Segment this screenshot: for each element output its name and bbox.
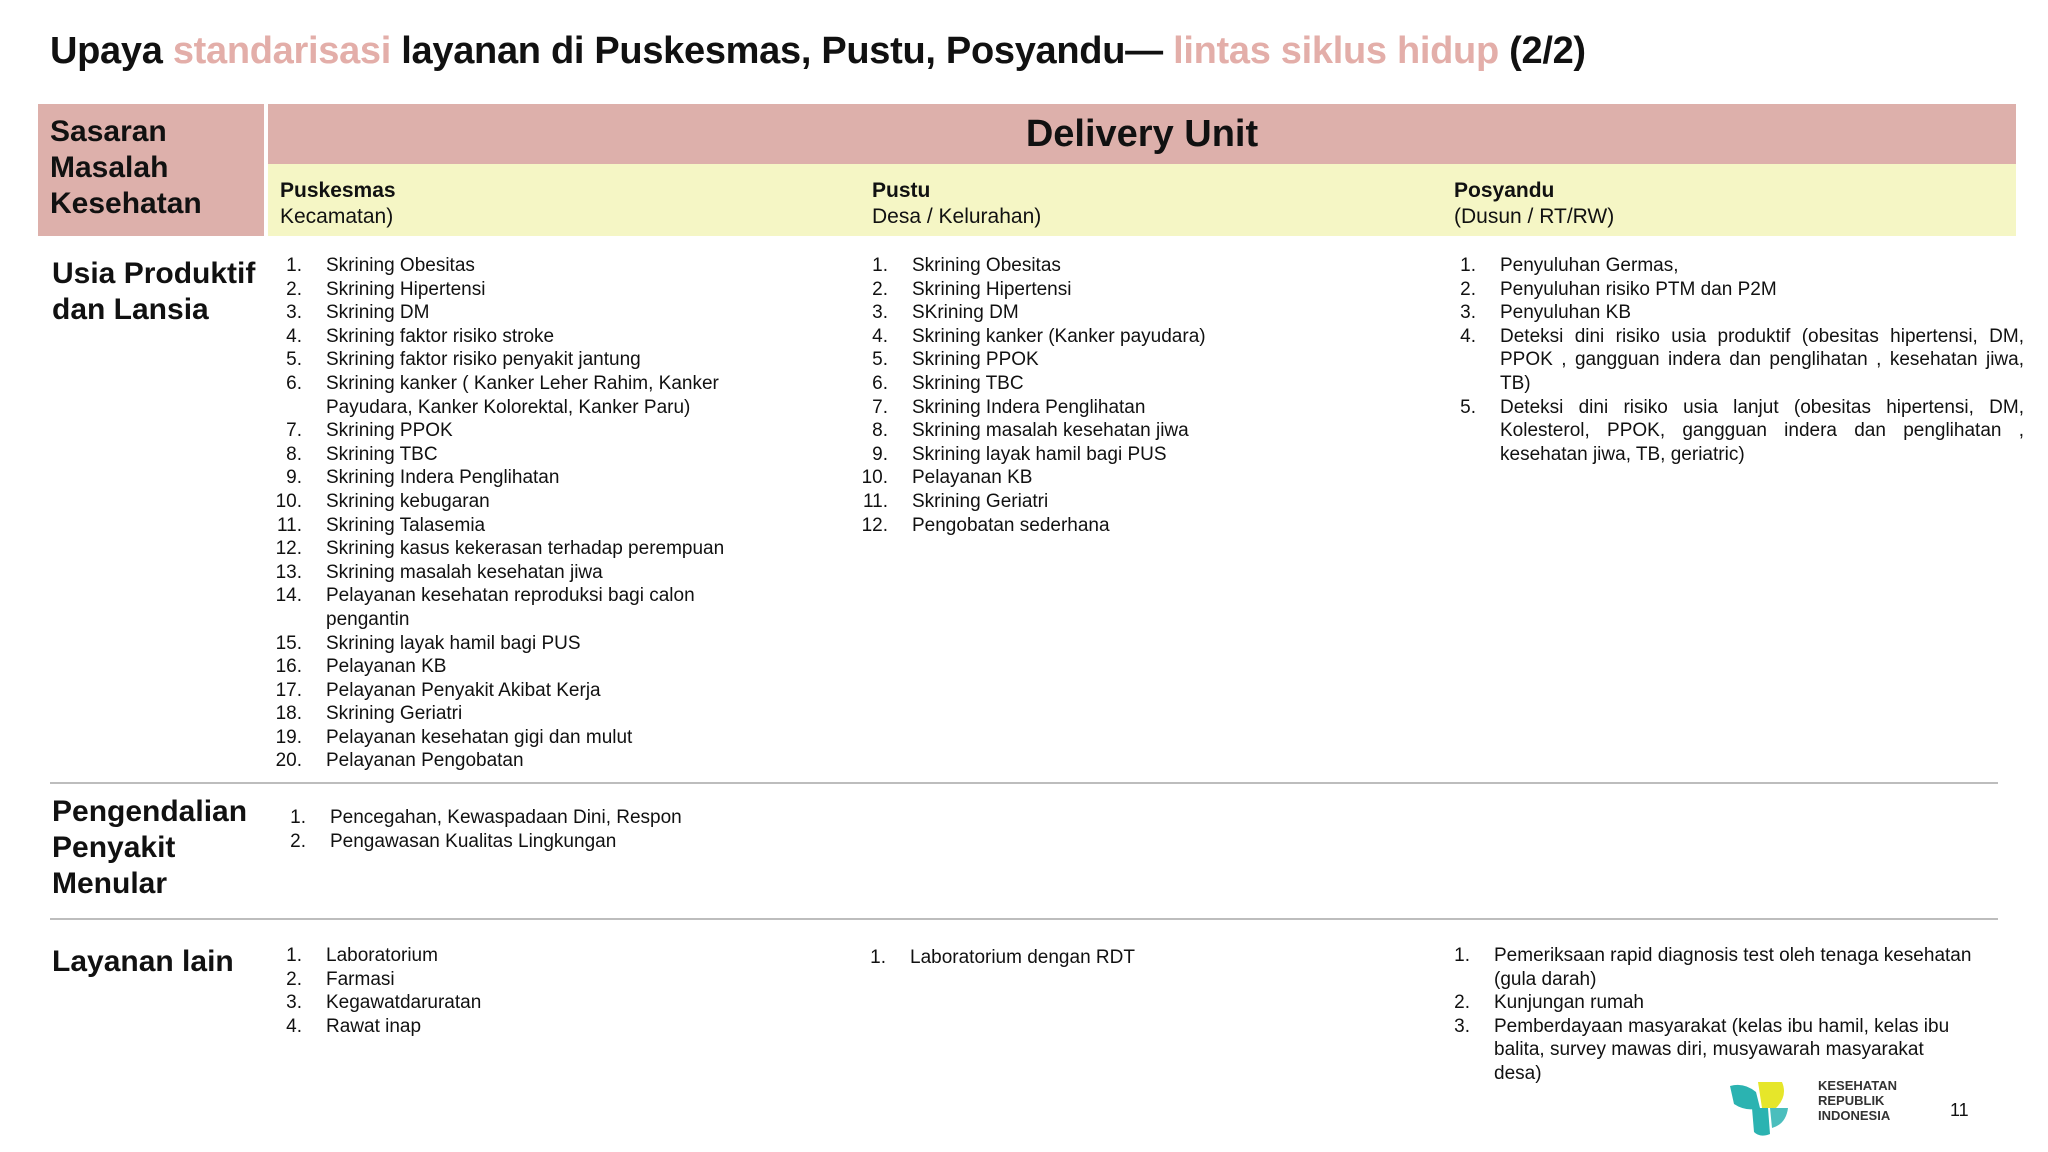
list-puskesmas-pengendalian [290, 806, 850, 853]
list-item-number: 4. [872, 325, 888, 347]
list-item [275, 679, 766, 703]
list-item-number: 5. [872, 349, 888, 371]
list-item-text: Skrining Obesitas [326, 255, 475, 276]
list-item-number: 10. [275, 490, 302, 512]
list-pustu-layanan-lain [870, 946, 1310, 970]
list-item-text: Skrining masalah kesehatan jiwa [326, 561, 603, 583]
list-item-number: 11. [862, 490, 888, 512]
list-item-text: Skrining faktor risiko stroke [326, 325, 555, 347]
list-item [275, 655, 766, 679]
page-number: 11 [1950, 1100, 1969, 1120]
list-item [286, 254, 766, 278]
list-item-number: 4. [286, 325, 302, 347]
list-item [290, 806, 850, 830]
list-item-text: Skrining Geriatri [912, 490, 1049, 512]
list-item-number: 14. [275, 585, 302, 607]
list-item-number: 15. [275, 632, 302, 654]
list-item-text: Skrining Talasemia [326, 514, 486, 536]
list-item-number: 3. [1454, 1015, 1470, 1037]
list-item-number: 8. [286, 443, 302, 465]
list-item [872, 419, 1332, 443]
list-item-number: 9. [872, 443, 888, 465]
list-item [872, 348, 1332, 372]
row-divider [50, 918, 1998, 920]
list-pustu-usia-produktif [861, 254, 1332, 537]
list-item-text: Skrining DM [326, 302, 430, 324]
list-item-text: Skrining PPOK [912, 349, 1039, 371]
header-col-puskesmas [280, 178, 396, 230]
list-item-text: Skrining faktor risiko penyakit jantung [326, 349, 641, 371]
list-item-text: Pelayanan Penyakit Akibat Kerja [326, 679, 601, 701]
list-item-text: Skrining kanker ( Kanker Leher Rahim, Kanker Payudara, Kanker Kolorektal, Kanker Paru) [326, 372, 719, 418]
list-item-number: 11. [276, 514, 302, 536]
list-item-number: 3. [286, 992, 302, 1014]
header-col-pustu [872, 178, 1041, 230]
list-item [1460, 278, 2024, 302]
list-item-text: Skrining Hipertensi [326, 278, 486, 300]
header-col-name: Puskesmas [280, 179, 396, 202]
list-item-text: Skrining Hipertensi [912, 278, 1072, 300]
header-col-sub: (Dusun / RT/RW) [1454, 205, 1615, 228]
list-item [870, 946, 1310, 970]
list-item-number: 10. [861, 467, 888, 489]
list-item [275, 702, 766, 726]
list-item [872, 396, 1332, 420]
list-item-number: 1. [870, 947, 886, 968]
list-item [286, 325, 766, 349]
title-accent-siklus: lintas siklus hidup [1173, 30, 1499, 72]
list-item-number: 1. [290, 807, 306, 828]
list-item-text: Kegawatdaruratan [326, 992, 482, 1014]
list-item-number: 5. [1460, 396, 1476, 418]
list-item [275, 632, 766, 656]
list-item-text: Skrining kebugaran [326, 490, 490, 512]
list-item-text: Deteksi dini risiko usia produktif (obesitas hipertensi, DM, PPOK , gangguan indera dan penglihatan , kesehatan jiwa, TB) [1500, 325, 2024, 394]
list-item-number: 17. [275, 679, 302, 701]
list-item-text: Pengawasan Kualitas Lingkungan [330, 830, 617, 852]
list-item-text: Skrining layak hamil bagi PUS [912, 443, 1167, 465]
header-col-name: Posyandu [1454, 179, 1555, 202]
header-col-sub: Kecamatan) [280, 205, 394, 228]
header-col-posyandu [1454, 178, 1614, 230]
list-item-number: 12. [861, 514, 888, 536]
title-accent-standarisasi: standarisasi [172, 30, 392, 72]
header-subcolumns [268, 164, 2016, 236]
list-item-number: 4. [1460, 325, 1476, 347]
logo-text-line: INDONESIA [1818, 1108, 1891, 1123]
list-item [1460, 396, 2024, 467]
list-puskesmas-usia-produktif [275, 254, 766, 773]
list-item-number: 1. [286, 945, 302, 966]
list-item-text: Skrining Obesitas [912, 255, 1061, 276]
list-item-number: 1. [1460, 255, 1476, 276]
list-item-text: Skrining PPOK [326, 420, 453, 442]
list-item [275, 749, 766, 773]
list-item-number: 3. [286, 302, 302, 324]
list-item [275, 490, 766, 514]
list-item-number: 2. [286, 278, 302, 300]
list-item-text: Laboratorium [326, 945, 438, 966]
title-part-3: layanan di Puskesmas, Pustu, Posyandu— [391, 30, 1174, 72]
list-item-number: 6. [286, 372, 302, 394]
logo-text-line: KESEHATAN [1818, 1078, 1897, 1093]
list-item-text: Pemberdayaan masyarakat (kelas ibu hamil, kelas ibu balita, survey mawas diri, musyawarah masyarakat desa) [1494, 1015, 1950, 1084]
row-label-pengendalian: Pengendalian Penyakit Menular [52, 795, 248, 900]
list-posyandu-usia-produktif [1460, 254, 2024, 466]
list-item [286, 419, 766, 443]
list-item-text: Pelayanan kesehatan reproduksi bagi calon pengantin [326, 585, 695, 630]
list-item-number: 7. [286, 420, 302, 442]
list-item-text: Skrining Indera Penglihatan [912, 396, 1146, 418]
header-target-problem: Sasaran Masalah Kesehatan [38, 104, 264, 236]
header-col-sub: Desa / Kelurahan) [872, 205, 1042, 228]
list-item [290, 830, 850, 854]
list-item [1454, 1015, 1974, 1086]
list-item [872, 443, 1332, 467]
row-label-layanan-lain: Layanan lain [52, 945, 234, 978]
list-item-number: 20. [275, 750, 302, 772]
list-item [286, 301, 766, 325]
list-item-text: Skrining Geriatri [326, 703, 463, 725]
list-item-number: 7. [872, 396, 888, 418]
list-item-number: 3. [872, 302, 888, 324]
page-title [50, 30, 1586, 73]
list-item [872, 301, 1332, 325]
list-item-number: 5. [286, 349, 302, 371]
list-item-number: 2. [1460, 278, 1476, 300]
list-item-number: 12. [275, 538, 302, 560]
list-item [275, 561, 766, 585]
list-item [872, 325, 1332, 349]
list-item-number: 2. [872, 278, 888, 300]
list-item-text: Rawat inap [326, 1015, 422, 1037]
list-item [276, 514, 766, 538]
list-item-number: 6. [872, 372, 888, 394]
list-item [286, 278, 766, 302]
list-item-text: Pemeriksaan rapid diagnosis test oleh tenaga kesehatan (gula darah) [1494, 945, 1972, 990]
list-item [1454, 944, 1974, 991]
list-item [286, 991, 726, 1015]
list-item-text: Pelayanan kesehatan gigi dan mulut [326, 726, 633, 748]
list-item [862, 490, 1332, 514]
header-col-name: Pustu [872, 179, 931, 202]
list-item-number: 2. [1454, 992, 1470, 1014]
list-item-number: 4. [286, 1015, 302, 1037]
list-item [275, 537, 766, 561]
list-item [286, 968, 726, 992]
list-item-number: 3. [1460, 302, 1476, 324]
title-part-1: Upaya [50, 30, 173, 72]
list-item-number: 2. [290, 830, 306, 852]
list-item [1460, 301, 2024, 325]
list-item-number: 1. [872, 255, 888, 276]
list-item [872, 254, 1332, 278]
logo-text [1818, 1078, 1897, 1123]
list-item-text: Pelayanan KB [326, 656, 447, 678]
list-item-text: Skrining TBC [326, 443, 438, 465]
list-item [872, 372, 1332, 396]
list-item-text: Skrining Indera Penglihatan [326, 467, 560, 489]
list-item-text: Pengobatan sederhana [912, 514, 1110, 536]
list-item-text: Deteksi dini risiko usia lanjut (obesitas hipertensi, DM, Kolesterol, PPOK, gangguan indera dan penglihatan , kesehatan jiwa, TB, geriatric) [1500, 396, 2024, 465]
list-item [861, 514, 1332, 538]
list-item [286, 443, 766, 467]
list-item [286, 348, 766, 372]
list-item [275, 584, 766, 631]
list-item [1460, 325, 2024, 396]
list-posyandu-layanan-lain [1454, 944, 1974, 1086]
list-item-number: 19. [275, 726, 302, 748]
list-item-text: Skrining kanker (Kanker payudara) [912, 325, 1206, 347]
list-item-text: Pencegahan, Kewaspadaan Dini, Respon [330, 807, 682, 828]
list-item-number: 1. [286, 255, 302, 276]
list-item [1454, 991, 1974, 1015]
title-part-5: (2/2) [1498, 30, 1586, 72]
list-item [286, 466, 766, 490]
list-item-text: Skrining layak hamil bagi PUS [326, 632, 581, 654]
list-puskesmas-layanan-lain [286, 944, 726, 1038]
logo-text-line: REPUBLIK [1818, 1093, 1885, 1108]
list-item-text: Penyuluhan KB [1500, 302, 1631, 324]
list-item [286, 944, 726, 968]
list-item [872, 278, 1332, 302]
list-item-number: 8. [872, 420, 888, 442]
list-item-text: Skrining kasus kekerasan terhadap perempuan [326, 538, 725, 560]
list-item-text: Laboratorium dengan RDT [910, 947, 1135, 968]
list-item [861, 466, 1332, 490]
list-item-number: 1. [1454, 945, 1470, 966]
list-item-text: Pelayanan KB [912, 467, 1033, 489]
list-item-number: 18. [275, 703, 302, 725]
list-item-number: 16. [275, 656, 302, 678]
list-item-text: Kunjungan rumah [1494, 992, 1644, 1014]
list-item-number: 9. [286, 467, 302, 489]
row-divider [50, 782, 1998, 784]
list-item [275, 726, 766, 750]
list-item-text: Penyuluhan risiko PTM dan P2M [1500, 278, 1777, 300]
list-item-text: Farmasi [326, 968, 395, 990]
list-item-text: Pelayanan Pengobatan [326, 750, 524, 772]
list-item-number: 13. [275, 561, 302, 583]
row-label-usia-produktif: Usia Produktif dan Lansia [52, 257, 256, 326]
list-item-text: SKrining DM [912, 302, 1019, 324]
list-item-text: Skrining TBC [912, 372, 1024, 394]
list-item [286, 372, 766, 419]
list-item [1460, 254, 2024, 278]
list-item [286, 1015, 726, 1039]
list-item-number: 2. [286, 968, 302, 990]
list-item-text: Skrining masalah kesehatan jiwa [912, 420, 1189, 442]
header-delivery-unit: Delivery Unit [268, 104, 2016, 164]
list-item-text: Penyuluhan Germas, [1500, 255, 1679, 276]
